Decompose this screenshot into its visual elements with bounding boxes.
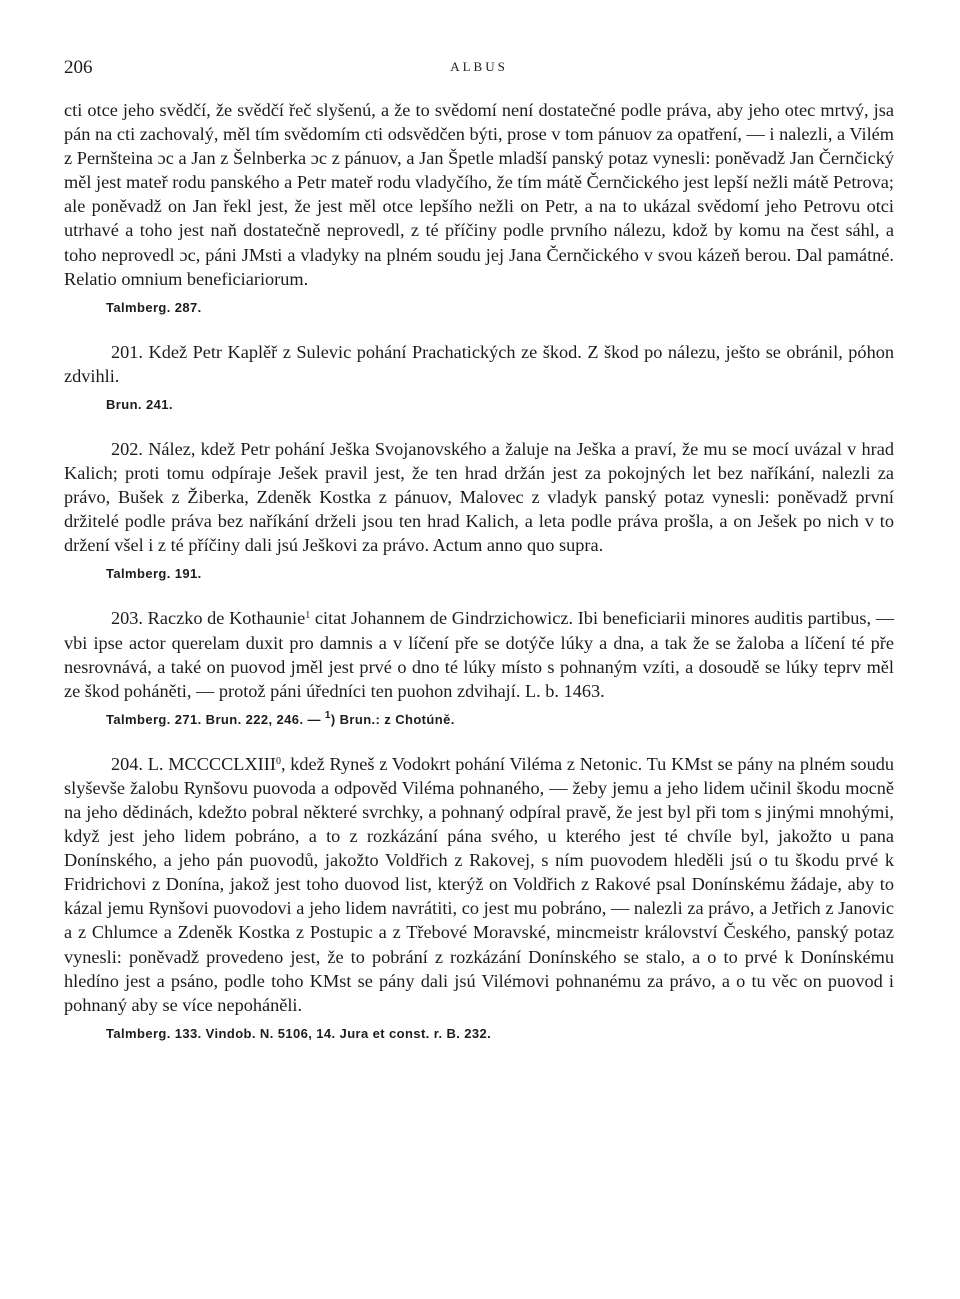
entry-202-source: Talmberg. 191. (106, 566, 202, 582)
running-head: ALBUS (450, 59, 508, 74)
page-header (64, 57, 894, 87)
entry-204-source: Talmberg. 133. Vindob. N. 5106, 14. Jura et const. r. B. 232. (106, 1025, 492, 1041)
page-number: 206 (64, 57, 93, 78)
footnote-mark: 1 (305, 610, 311, 622)
footnote-text: ) Brun.: z Chotúně. (330, 711, 455, 727)
continuation-paragraph: cti otce jeho svědčí, že svědčí řeč slyšenú, a že to svědomí není dostatečné podle práva, aby jeho otec mrtvý, jsa pán na cti zachovalý, měl tím svědomím cti odsvědčen býti, prose v tom pánuov za opatření, — i nalezli, a Vilém z Pernšteina ɔc a Jan z Šelnberka ɔc z pánuov, a Jan Špetle mladší panský potaz vynesli: poněvadž Jan Černčický měl jest mateř rodu panského a Petr mateř rodu vladyčího, že tím mátě Černčického jest lepší nežli mátě Petrova; ale poněvadž on Jan řekl jest, že jest měl otce lepšího nežli on Petr, a na to ukázal svědomí jeho Petrovu otci utrhavé a toho jest naň dostatečně neprovedl, z té příčiny podle prvního nálezu, kdož by komu na čest sáhl, a toho neprovedl ɔc, páni JMsti a vladyky na plném soudu jej Jana Černčického v svou kázeň berou. Dal památné. Relatio omnium beneficiariorum. (64, 100, 894, 289)
entry-201-source: Brun. 241. (106, 396, 173, 412)
entry-204-text-start: 204. L. MCCCCLXIII (111, 753, 276, 774)
source-reference: Talmberg. 287. (106, 299, 202, 315)
entry-203-source-start: Talmberg. 271. Brun. 222, 246. — (106, 711, 325, 727)
entry-201-text: 201. Kdež Petr Kaplěř z Sulevic pohání Prachatických ze škod. Z škod po nálezu, ješto se obránil, póhon zdvihli. (64, 341, 894, 386)
entry-203-text-rest: citat Johannem de Gindrzichowicz. Ibi beneficiarii minores auditis partibus, — vbi ipse actor querelam duxit pro damnis a v líčení pře se dotýče lúky a dna, a tak že se žaloba a líčení té pře nesrovnává, a také on puovod jměl jest prvé o dno té lúky místo s pohnaným vzíti, a dosoudě se lúky teprv měl ze škod poháněti, — protož páni úředníci ten puohon zdvihají. L. b. 1463. (64, 608, 894, 701)
footnote-number: 1 (324, 709, 331, 721)
entry-203-text (64, 606, 894, 702)
entry-203-source (106, 711, 894, 729)
entry-203-text-start: 203. Raczko de Kothaunie (111, 608, 306, 629)
entry-202-text: 202. Nález, kdež Petr pohání Ješka Svojanovského a žaluje na Ješka a praví, že mu se mocí uvázal v hrad Kalich; proti tomu odpíraje Ješek pravil jest, že ten hrad držán jest za pokojných let bez naříkání, nalezli za právo, Bušek z Žiberka, Zdeněk Kostka z pánuov, Malovec z vladyk panský potaz vynesli: poněvadž první držitelé podle práva bez naříkání drželi jsou ten hrad Kalich, a leta podle práva prošla, a on Ješek po nich v to držení všel i z té příčiny dali jsú Ješkovi za právo. Actum anno quo supra. (64, 438, 894, 556)
entry-204-text-rest: , kdež Ryneš z Vodokrt pohání Viléma z Netonic. Tu KMst se pány na plném soudu slyševše žalobu Rynšovu puovoda a odpověd Viléma pohnaného, — žeby jemu a jeho lidem učinil škodu mocně na jeho dědinách, kdežto pobral některé svrchky, a pohnaný odpíral pravě, že jest byl při tom s jinými mnohými, když jest jeho lidem pobráno, a to z rozkázání pána svého, u kterého jest té chvíle byl, jakožto u pana Donínského, a jeho pán puovodů, jakožto Voldřich z Rakovej, s ním puovodem hleděli jsú o tu škodu prvé k Fridrichovi z Donína, jakož jest toho duovod list, kterýž on Voldřich z Rakové psal Donínskému žádaje, aby to kázal jemu Rynšovi puovodovi a jeho lidem navrátiti, co jest mu pobráno, — nalezli za právo, a Jetřich z Janovic a z Chlumce a Zdeněk Kostka z Postupic a z Třebové Moravské, mincmeistr království Českého, panský potaz vynesli: poněvadž provedeno jest, že to pobrání z rozkázání Donínského se stalo, a o to prvé k Donínskému hledíno jest a psáno, podle toho KMst se pány dali jsú Vilémovi pohnanému za právo, a o tu věc on puovod i pohnaný aby se více nepoháněli. (64, 753, 894, 1015)
superscript-zero: 0 (275, 755, 281, 767)
entry-204-text (64, 752, 894, 1017)
